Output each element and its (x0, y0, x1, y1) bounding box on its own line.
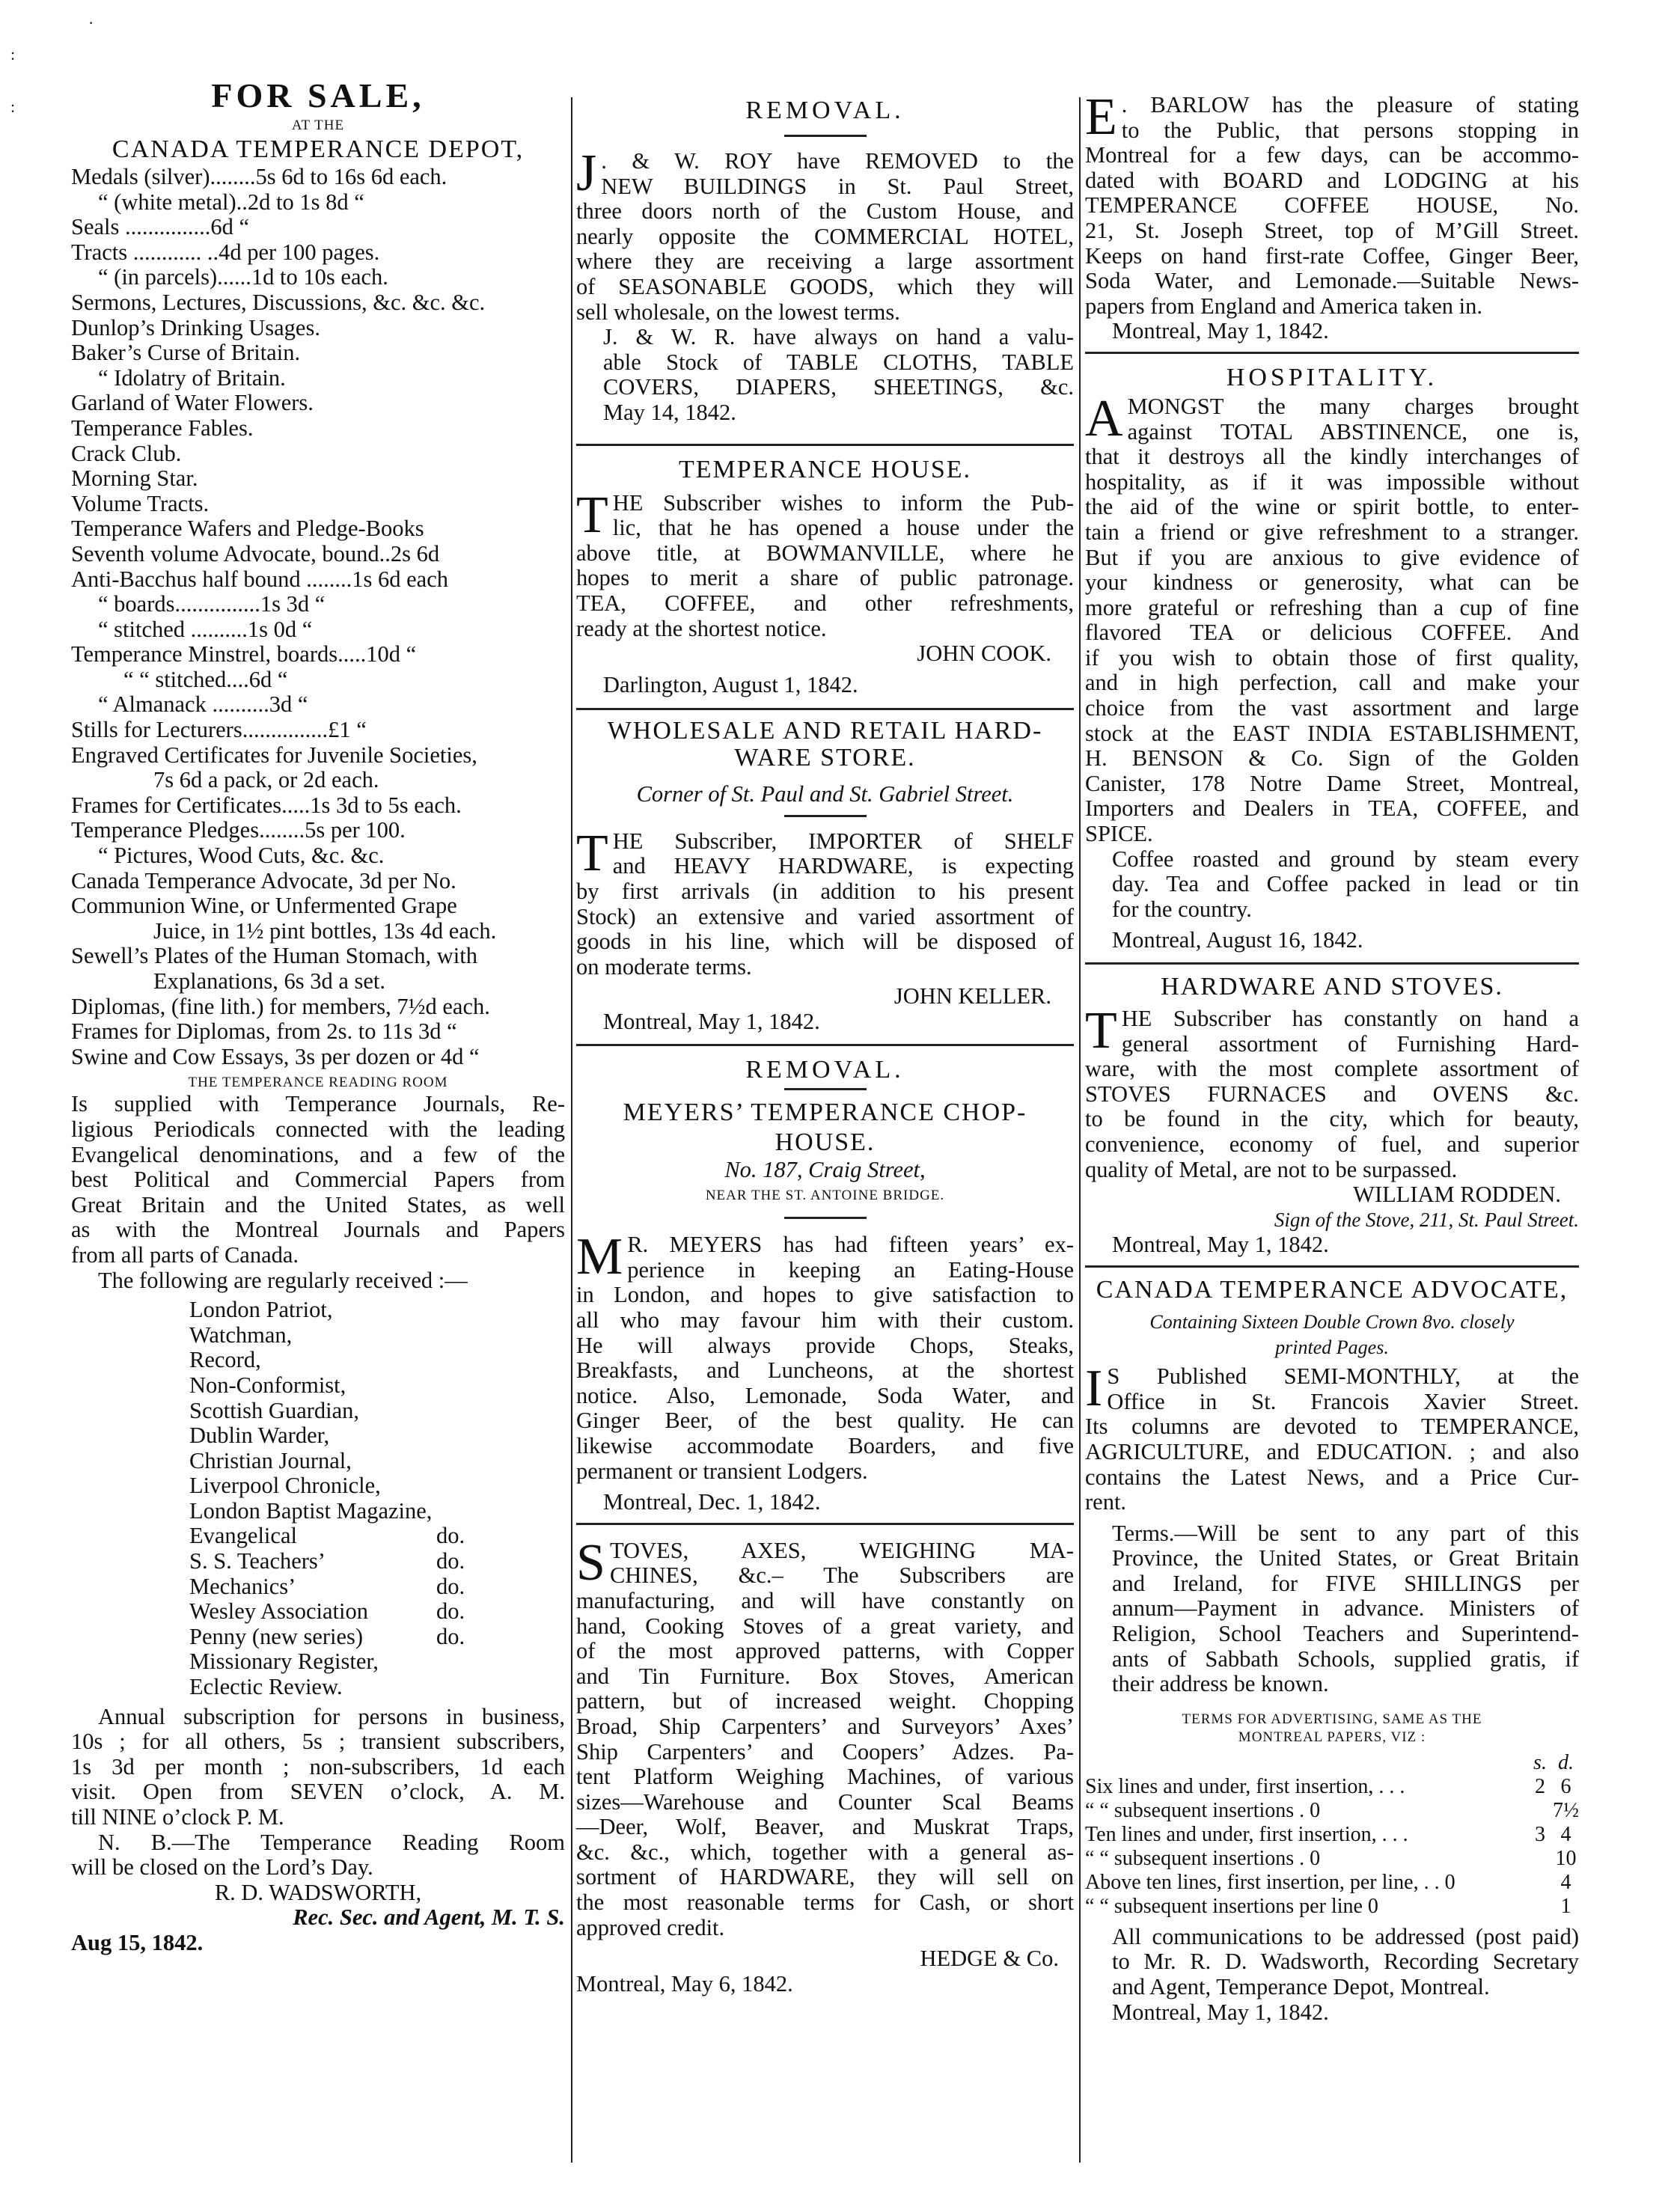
meyers-near: NEAR THE ST. ANTOINE BRIDGE. (705, 1188, 945, 1204)
paper-name: Missionary Register, (189, 1649, 379, 1675)
roy-stock-line: able Stock of TABLE CLOTHS, TABLE (603, 349, 1074, 375)
sale-item: Frames for Diplomas, from 2s. to 11s 3d “ (71, 1018, 457, 1045)
sale-item: Temperance Fables. (71, 415, 254, 441)
dropcap: I (1085, 1360, 1103, 1418)
received-intro: The following are regularly received :— (98, 1267, 468, 1293)
reading-room-heading: THE TEMPERANCE READING ROOM (188, 1075, 448, 1091)
comm-line: and Agent, Temperance Depot, Montreal. (1112, 1974, 1490, 2000)
adv-heading: TERMS FOR ADVERTISING, SAME AS THE (1182, 1711, 1482, 1727)
stoves-line: of the most approved patterns, with Copper (576, 1638, 1074, 1664)
hospitality-line-2: for the country. (1112, 896, 1252, 922)
cta-terms-line: ants of Sabbath Schools, supplied gratis, if (1112, 1646, 1579, 1672)
paper-name: Christian Journal, (189, 1447, 352, 1473)
paper-item (71, 1649, 565, 1675)
stoves-line: approved credit. (576, 1914, 725, 1940)
removal-title-2: REMOVAL. (745, 1055, 905, 1084)
hospitality-line: Importers and Dealers in TEA, COFFEE, and (1085, 795, 1579, 822)
col-head-shillings: s. (1533, 1750, 1547, 1774)
paper-ditto: do. (436, 1573, 465, 1599)
stoves-date: Montreal, May 6, 1842. (576, 1970, 793, 1996)
section-rule (576, 444, 1074, 446)
hardware-store-address: Corner of St. Paul and St. Gabriel Street. (636, 781, 1014, 807)
hospitality-line: if you wish to obtain those of first quality, (1085, 644, 1579, 670)
dropcap: M (576, 1228, 623, 1286)
barlow-line: Montreal for a few days, can be accommo- (1085, 142, 1579, 168)
sale-item: Tracts ............ ..4d per 100 pages. (71, 239, 380, 265)
meyers-line: all who may favour him with their custom. (576, 1307, 1074, 1333)
reading-room-line: Great Britain and the United States, as well (71, 1191, 565, 1217)
paper-name: London Baptist Magazine, (189, 1497, 433, 1524)
meyers-address: No. 187, Craig Street, (724, 1156, 926, 1182)
paper-item (71, 1625, 565, 1650)
stray-mark: : (10, 45, 16, 64)
adv-rate-label: “ “ subsequent insertions . 0 (1085, 1798, 1321, 1822)
sale-item: Baker’s Curse of Britain. (71, 340, 301, 366)
cta-terms-line: Province, the United States, or Great Britain (1112, 1545, 1579, 1571)
paper-name: Eclectic Review. (189, 1674, 343, 1700)
roy-stock-line: COVERS, DIAPERS, SHEETINGS, &c. (603, 374, 1074, 400)
meyers-line: perience in keeping an Eating-House (627, 1256, 1074, 1283)
th-signer: JOHN COOK. (917, 641, 1051, 667)
paper-ditto: do. (436, 1523, 465, 1549)
barlow-line: . BARLOW has the pleasure of stating (1121, 92, 1579, 117)
adv-rate-row (1085, 1823, 1579, 1847)
short-rule (784, 1217, 867, 1219)
hardware-store-notice (576, 824, 1074, 980)
sale-items-list (71, 165, 565, 1069)
sale-item: Temperance Wafers and Pledge-Books (71, 516, 424, 542)
adv-rate-shillings (1527, 1799, 1553, 1823)
cta-line: AGRICULTURE, and EDUCATION. ; and also (1085, 1438, 1579, 1464)
sale-item: Sewell’s Plates of the Human Stomach, with (71, 943, 477, 969)
stoves-signer: HEDGE & Co. (920, 1946, 1059, 1972)
hw-date: Montreal, May 1, 1842. (603, 1009, 820, 1035)
paper-name: S. S. Teachers’ (189, 1548, 326, 1574)
adv-rate-pence: 10 (1555, 1846, 1577, 1870)
subscription-line: visit. Open from SEVEN o’clock, A. M. (71, 1779, 565, 1805)
hospitality-line-2: day. Tea and Coffee packed in lead or tin (1112, 871, 1579, 897)
paper-item (71, 1599, 565, 1625)
hospitality-line: the aid of the wine or spirit bottle, to enter- (1085, 494, 1579, 520)
cta-terms-line: their address be known. (1112, 1671, 1329, 1697)
sale-item: Anti-Bacchus half bound ........1s 6d each (71, 566, 448, 592)
barlow-line: papers from England and America taken in. (1085, 293, 1483, 319)
sale-item: Temperance Minstrel, boards.....10d “ (71, 641, 417, 667)
stoves-line: —Deer, Wolf, Beaver, and Muskrat Traps, (576, 1814, 1074, 1840)
hs-line: general assortment of Furnishing Hard- (1121, 1030, 1579, 1057)
stray-mark: : (10, 97, 16, 116)
roy-line: . & W. ROY have REMOVED to the (601, 148, 1074, 174)
paper-name: Evangelical (189, 1523, 297, 1549)
roy-line: where they are receiving a large assortment (576, 248, 1074, 275)
sale-item: Juice, in 1½ pint bottles, 13s 4d each. (153, 917, 497, 944)
roy-line: sell wholesale, on the lowest terms. (576, 299, 900, 325)
dropcap: E (1085, 88, 1117, 146)
adv-rate-shillings (1527, 1895, 1553, 1919)
barlow-line: to the Public, that persons stopping in (1121, 117, 1579, 143)
hospitality-line: tain a friend or give refreshment to a stranger. (1085, 519, 1579, 545)
cta-line: Office in St. Francois Xavier Street. (1107, 1388, 1579, 1414)
dropcap: S (576, 1533, 605, 1592)
reading-room-line: from all parts of Canada. (71, 1241, 299, 1268)
barlow-notice (1085, 88, 1579, 319)
section-rule (1085, 1265, 1579, 1268)
stoves-line: CHINES, &c.– The Subscribers are (609, 1562, 1074, 1589)
sale-item: Explanations, 6s 3d a set. (153, 968, 386, 994)
hs-line: STOVES FURNACES and OVENS &c. (1085, 1081, 1579, 1107)
roy-stock-line: J. & W. R. have always on hand a valu- (603, 324, 1074, 350)
nb-line: N. B.—The Temperance Reading Room (98, 1829, 565, 1855)
sale-item: Stills for Lecturers...............£1 “ (71, 717, 367, 743)
hospitality-notice-2 (1085, 847, 1579, 923)
removal-title: REMOVAL. (745, 97, 905, 124)
hospitality-line: SPICE. (1085, 821, 1153, 847)
comm-line: to Mr. R. D. Wadsworth, Recording Secretary (1112, 1949, 1579, 1975)
cta-subtitle-2: printed Pages. (1275, 1336, 1389, 1358)
adv-rate-shillings (1527, 1847, 1553, 1871)
subscription-line: 1s 3d per month ; non-subscribers, 1d each (71, 1753, 565, 1779)
paper-ditto: do. (436, 1548, 465, 1574)
th-line: lic, that he has opened a house under the (612, 515, 1074, 541)
column-advertisements (1085, 88, 1579, 2025)
barlow-date: Montreal, May 1, 1842. (1112, 318, 1329, 344)
hospitality-line: stock at the EAST INDIA ESTABLISHMENT, (1085, 720, 1579, 746)
column-rule (1079, 97, 1081, 2163)
roy-date: May 14, 1842. (603, 399, 736, 425)
reading-room-line: ligious Periodicals connected with the leading (71, 1116, 565, 1142)
paper-ditto: do. (436, 1623, 465, 1649)
short-rule (784, 135, 867, 137)
sale-item: “ (white metal)..2d to 1s 8d “ (98, 189, 364, 215)
sale-item: “ boards...............1s 3d “ (98, 591, 326, 617)
section-rule (576, 1044, 1074, 1046)
adv-rate-row (1085, 1799, 1579, 1823)
meyers-line: notice. Also, Lemonade, Soda Water, and (576, 1382, 1074, 1408)
meyers-line: R. MEYERS has had fifteen years’ ex- (627, 1232, 1074, 1258)
hardware-stoves-notice (1085, 1002, 1579, 1182)
adv-rate-row (1085, 1847, 1579, 1871)
subscription-text (71, 1705, 565, 1830)
hw-line: Stock) an extensive and varied assortment of (576, 903, 1074, 929)
reading-room-line: as with the Montreal Journals and Papers (71, 1217, 565, 1243)
stoves-line: Broad, Ship Carpenters’ and Surveyors’ Axes’ (576, 1713, 1074, 1739)
hs-sign: Sign of the Stove, 211, St. Paul Street. (1274, 1208, 1579, 1231)
hospitality-line: H. BENSON & Co. Sign of the Golden (1085, 745, 1579, 772)
papers-list (71, 1298, 565, 1700)
temperance-house-title: TEMPERANCE HOUSE. (678, 455, 972, 483)
stoves-line: the most reasonable terms for Cash, or short (576, 1889, 1074, 1916)
stoves-line: sortment of HARDWARE, they will sell on (576, 1864, 1074, 1890)
barlow-line: Keeps on hand first-rate Coffee, Ginger Beer, (1085, 242, 1579, 269)
sale-item: “ stitched ..........1s 0d “ (98, 616, 313, 642)
cta-terms-line: Religion, School Teachers and Superintend- (1112, 1621, 1579, 1647)
paper-item (71, 1574, 565, 1600)
adv-rate-label: Six lines and under, first insertion, . . . (1085, 1774, 1405, 1798)
hospitality-line: flavored TEA or delicious COFFEE. And (1085, 620, 1579, 646)
sale-item: Engraved Certificates for Juvenile Societies, (71, 742, 477, 768)
cta-terms-line: annum—Payment in advance. Ministers of (1112, 1595, 1579, 1622)
adv-rate-row (1085, 1871, 1579, 1895)
hospitality-line-2: Coffee roasted and ground by steam every (1112, 846, 1579, 872)
hs-line: ware, with the most complete assortment of (1085, 1056, 1579, 1082)
th-line: ready at the shortest notice. (576, 615, 827, 641)
reading-room-text (71, 1092, 565, 1268)
roy-line: of SEASONABLE GOODS, which they will (576, 273, 1074, 299)
stoves-line: sizes—Warehouse and Counter Scal Beams (576, 1788, 1074, 1815)
hospitality-line: your kindness or generosity, what can be (1085, 569, 1579, 596)
barlow-line: TEMPERANCE COFFEE HOUSE, No. (1085, 192, 1579, 219)
hw-line: HE Subscriber, IMPORTER of SHELF (612, 828, 1074, 854)
hospitality-line: more grateful or refreshing than a cup of fine (1085, 594, 1579, 620)
hospitality-notice (1085, 389, 1579, 847)
adv-rate-shillings (1527, 1871, 1553, 1895)
adv-rate-shillings: 2 (1535, 1774, 1545, 1798)
nota-bene-text (71, 1830, 565, 1880)
reading-room-line: Evangelical denominations, and a few of the (71, 1141, 565, 1167)
paper-name: Record, (189, 1347, 261, 1373)
adv-rate-pence: 1 (1560, 1894, 1571, 1918)
sale-item: Dunlop’s Drinking Usages. (71, 314, 320, 340)
hospitality-date: Montreal, August 16, 1842. (1112, 927, 1363, 953)
cta-terms-line: Terms.—Will be sent to any part of this (1112, 1520, 1579, 1546)
meyers-title: MEYERS’ TEMPERANCE CHOP-HOUSE. (623, 1098, 1027, 1156)
hardware-stoves-title: HARDWARE AND STOVES. (1161, 973, 1503, 1000)
paper-name: Scottish Guardian, (189, 1397, 360, 1423)
hs-line: convenience, economy of fuel, and superior (1085, 1131, 1579, 1157)
adv-rate-pence: 4 (1560, 1870, 1571, 1894)
paper-item (71, 1323, 565, 1348)
sale-item: Seals ...............6d “ (71, 214, 250, 240)
sale-item: “ Pictures, Wood Cuts, &c. &c. (98, 843, 385, 869)
stoves-line: pattern, but of increased weight. Chopping (576, 1688, 1074, 1714)
meyers-line: Ginger Beer, of the best quality. He can (576, 1408, 1074, 1434)
at-the-label: AT THE (291, 117, 345, 133)
depot-title: CANADA TEMPERANCE DEPOT, (111, 135, 525, 163)
cta-terms-line: and Ireland, for FIVE SHILLINGS per (1112, 1570, 1579, 1596)
paper-name: Liverpool Chronicle, (189, 1473, 381, 1499)
cta-subtitle: Containing Sixteen Double Crown 8vo. closely (1149, 1310, 1515, 1333)
paper-item (71, 1373, 565, 1399)
adv-rate-label: “ “ subsequent insertions per line 0 (1085, 1894, 1378, 1918)
th-date: Darlington, August 1, 1842. (603, 671, 858, 697)
sale-item: Diplomas, (fine lith.) for members, 7½d each. (71, 993, 490, 1019)
dropcap: T (576, 486, 608, 544)
roy-line: three doors north of the Custom House, and (576, 198, 1074, 224)
section-rule (576, 1523, 1074, 1525)
section-rule (1085, 352, 1579, 354)
roy-line: NEW BUILDINGS in St. Paul Street, (601, 173, 1074, 199)
paper-name: Penny (new series) (189, 1623, 364, 1649)
sale-item: Temperance Pledges........5s per 100. (71, 817, 406, 843)
paper-name: Mechanics’ (189, 1573, 296, 1599)
cta-line: S Published SEMI-MONTHLY, at the (1107, 1363, 1579, 1390)
column-rule (571, 97, 572, 2163)
hospitality-line: But if you are anxious to give evidence of (1085, 544, 1579, 570)
paper-ditto: do. (436, 1598, 465, 1625)
sale-item: “ (in parcels)......1d to 10s each. (98, 264, 388, 290)
adv-rate-label: Above ten lines, first insertion, per line, . . 0 (1085, 1870, 1455, 1894)
th-line: HE Subscriber wishes to inform the Pub- (612, 489, 1074, 516)
barlow-line: 21, St. Joseph Street, top of M’Gill Street. (1085, 217, 1579, 243)
hs-line: HE Subscriber has constantly on hand a (1121, 1006, 1579, 1031)
cta-line: rent. (1085, 1489, 1127, 1515)
subscription-line: till NINE o’clock P. M. (71, 1804, 284, 1830)
meyers-line: permanent or transient Lodgers. (576, 1458, 868, 1484)
column-notices (576, 75, 1074, 1996)
adv-rate-pence: 7½ (1553, 1798, 1579, 1822)
hardware-store-title: WHOLESALE AND RETAIL HARD- (607, 717, 1043, 745)
adv-rate-row (1085, 1775, 1579, 1799)
hs-line: quality of Metal, are not to be surpassed. (1085, 1156, 1458, 1182)
sale-item: “ Almanack ..........3d “ (98, 691, 308, 718)
stoves-line: manufacturing, and will have constantly on (576, 1587, 1074, 1613)
sale-item: Sermons, Lectures, Discussions, &c. &c. &c. (71, 289, 486, 315)
adv-rate-pence: 4 (1560, 1822, 1571, 1846)
section-rule (1085, 962, 1579, 965)
barlow-line: dated with BOARD and LODGING at his (1085, 167, 1579, 193)
adv-rate-label: “ “ subsequent insertions . 0 (1085, 1846, 1321, 1870)
adv-rate-row (1085, 1895, 1579, 1919)
paper-item (71, 1449, 565, 1474)
adv-rate-pence: 6 (1560, 1774, 1571, 1798)
comm-date: Montreal, May 1, 1842. (1112, 1999, 1329, 2025)
hospitality-title: HOSPITALITY. (1226, 363, 1438, 391)
hospitality-line: against TOTAL ABSTINENCE, one is, (1127, 418, 1579, 444)
paper-item (71, 1549, 565, 1574)
paper-item (71, 1348, 565, 1373)
hospitality-line: that it destroys all the kindly interchanges of (1085, 444, 1579, 470)
hs-signer: WILLIAM RODDEN. (1353, 1182, 1561, 1208)
meyers-line: Breakfasts, and Luncheons, at the shortest (576, 1357, 1074, 1384)
sale-item: Swine and Cow Essays, 3s per dozen or 4d “ (71, 1043, 480, 1069)
hardware-store-title-2: WARE STORE. (734, 744, 916, 772)
stoves-notice (576, 1533, 1074, 1941)
roy-line: nearly opposite the COMMERCIAL HOTEL, (576, 223, 1074, 249)
cta-notice (1085, 1360, 1579, 1515)
adv-rate-shillings: 3 (1535, 1822, 1545, 1846)
hospitality-line: and in high perfection, call and make your (1085, 670, 1579, 696)
paper-item (71, 1675, 565, 1700)
short-rule (784, 815, 867, 817)
hs-line: to be found in the city, which for beauty, (1085, 1106, 1579, 1132)
stoves-line: Ship Carpenters’ and Coopers’ Adzes. Pa- (576, 1738, 1074, 1765)
sale-item: Garland of Water Flowers. (71, 390, 314, 416)
column-for-sale (71, 75, 565, 1956)
paper-item (71, 1499, 565, 1524)
cta-line: contains the Latest News, and a Price Cur- (1085, 1464, 1579, 1490)
stoves-line: hand, Cooking Stoves of a great variety, and (576, 1613, 1074, 1639)
paper-name: Wesley Association (189, 1598, 368, 1625)
hospitality-line: Canister, 178 Notre Dame Street, Montreal, (1085, 770, 1579, 796)
paper-name: Watchman, (189, 1322, 293, 1348)
stray-mark: · (88, 13, 94, 32)
th-line: above title, at BOWMANVILLE, where he (576, 540, 1074, 566)
dropcap: T (1085, 1002, 1117, 1060)
sale-item: Medals (silver)........5s 6d to 16s 6d each. (71, 164, 447, 189)
subscription-line: Annual subscription for persons in business, (98, 1703, 565, 1729)
signer-name: R. D. WADSWORTH, (214, 1879, 422, 1905)
th-line: hopes to merit a share of public patronage. (576, 565, 1074, 591)
communications-text (1085, 1925, 1579, 2000)
paper-item (71, 1298, 565, 1323)
paper-item (71, 1524, 565, 1549)
meyers-line: likewise accommodate Boarders, and five (576, 1432, 1074, 1458)
nb-line: will be closed on the Lord’s Day. (71, 1854, 373, 1880)
paper-name: Dublin Warder, (189, 1423, 330, 1449)
roy-stock-notice (576, 325, 1074, 400)
dropcap: T (576, 824, 608, 882)
paper-item (71, 1473, 565, 1499)
meyers-line: He will always provide Chops, Steaks, (576, 1332, 1074, 1358)
hospitality-line: choice from the vast assortment and large (1085, 695, 1579, 721)
paper-name: Non-Conformist, (189, 1372, 346, 1398)
dropcap: A (1085, 389, 1123, 447)
th-line: TEA, COFFEE, and other refreshments, (576, 590, 1074, 616)
hw-line: on moderate terms. (576, 953, 752, 980)
temperance-house-notice (576, 486, 1074, 642)
paper-item (71, 1399, 565, 1424)
signer-title: Rec. Sec. and Agent, M. T. S. (293, 1904, 565, 1931)
reading-room-line: best Political and Commercial Papers from (71, 1167, 565, 1193)
cta-title: CANADA TEMPERANCE ADVOCATE, (1096, 1275, 1568, 1304)
short-rule (784, 1088, 867, 1090)
reading-room-line: Is supplied with Temperance Journals, Re- (71, 1091, 565, 1117)
paper-item (71, 1423, 565, 1449)
col1-date: Aug 15, 1842. (71, 1929, 204, 1955)
for-sale-title: FOR SALE, (211, 76, 425, 114)
stoves-line: and Tin Furniture. Box Stoves, American (576, 1663, 1074, 1689)
sale-item: Volume Tracts. (71, 490, 210, 516)
roy-notice (576, 144, 1074, 325)
adv-rate-label: Ten lines and under, first insertion, . . . (1085, 1822, 1408, 1846)
hw-line: by first arrivals (in addition to his present (576, 879, 1074, 905)
meyers-date: Montreal, Dec. 1, 1842. (603, 1489, 821, 1515)
col-head-pence: d. (1558, 1750, 1574, 1774)
advertising-rates-table (1085, 1751, 1579, 1919)
hospitality-line: MONGST the many charges brought (1127, 393, 1579, 419)
sale-item: “ “ stitched....6d “ (123, 666, 288, 692)
adv-heading-2: MONTREAL PAPERS, VIZ : (1238, 1729, 1426, 1745)
section-rule (576, 708, 1074, 710)
hw-signer: JOHN KELLER. (893, 983, 1051, 1009)
sale-item: Frames for Certificates.....1s 3d to 5s each. (71, 792, 462, 818)
sale-item: “ Idolatry of Britain. (98, 364, 286, 391)
stoves-line: tent Platform Weighing Machines, of various (576, 1764, 1074, 1790)
dropcap: J (576, 144, 597, 202)
sale-item: Canada Temperance Advocate, 3d per No. (71, 867, 456, 893)
meyers-notice (576, 1228, 1074, 1484)
sale-item: Morning Star. (71, 465, 198, 492)
subscription-line: 10s ; for all others, 5s ; transient subscribers, (71, 1729, 565, 1755)
hw-line: goods in his line, which will be disposed of (576, 929, 1074, 955)
hospitality-line: hospitality, as if it was impossible without (1085, 468, 1579, 495)
comm-line: All communications to be addressed (post paid) (1112, 1923, 1579, 1949)
paper-name: London Patriot, (189, 1297, 333, 1323)
cta-terms (1085, 1521, 1579, 1697)
hw-line: and HEAVY HARDWARE, is expecting (612, 853, 1074, 879)
hs-date: Montreal, May 1, 1842. (1112, 1232, 1329, 1258)
sale-item: Seventh volume Advocate, bound..2s 6d (71, 540, 440, 566)
stoves-line: TOVES, AXES, WEIGHING MA- (609, 1537, 1074, 1563)
sale-item: 7s 6d a pack, or 2d each. (153, 767, 379, 793)
meyers-line: in London, and hopes to give satisfaction to (576, 1282, 1074, 1308)
stoves-line: &c. &c., which, together with a general as- (576, 1839, 1074, 1865)
sale-item: Communion Wine, or Unfermented Grape (71, 893, 457, 919)
cta-line: Its columns are devoted to TEMPERANCE, (1085, 1414, 1579, 1440)
barlow-line: Soda Water, and Lemonade.—Suitable News- (1085, 268, 1579, 294)
sale-item: Crack Club. (71, 440, 182, 466)
